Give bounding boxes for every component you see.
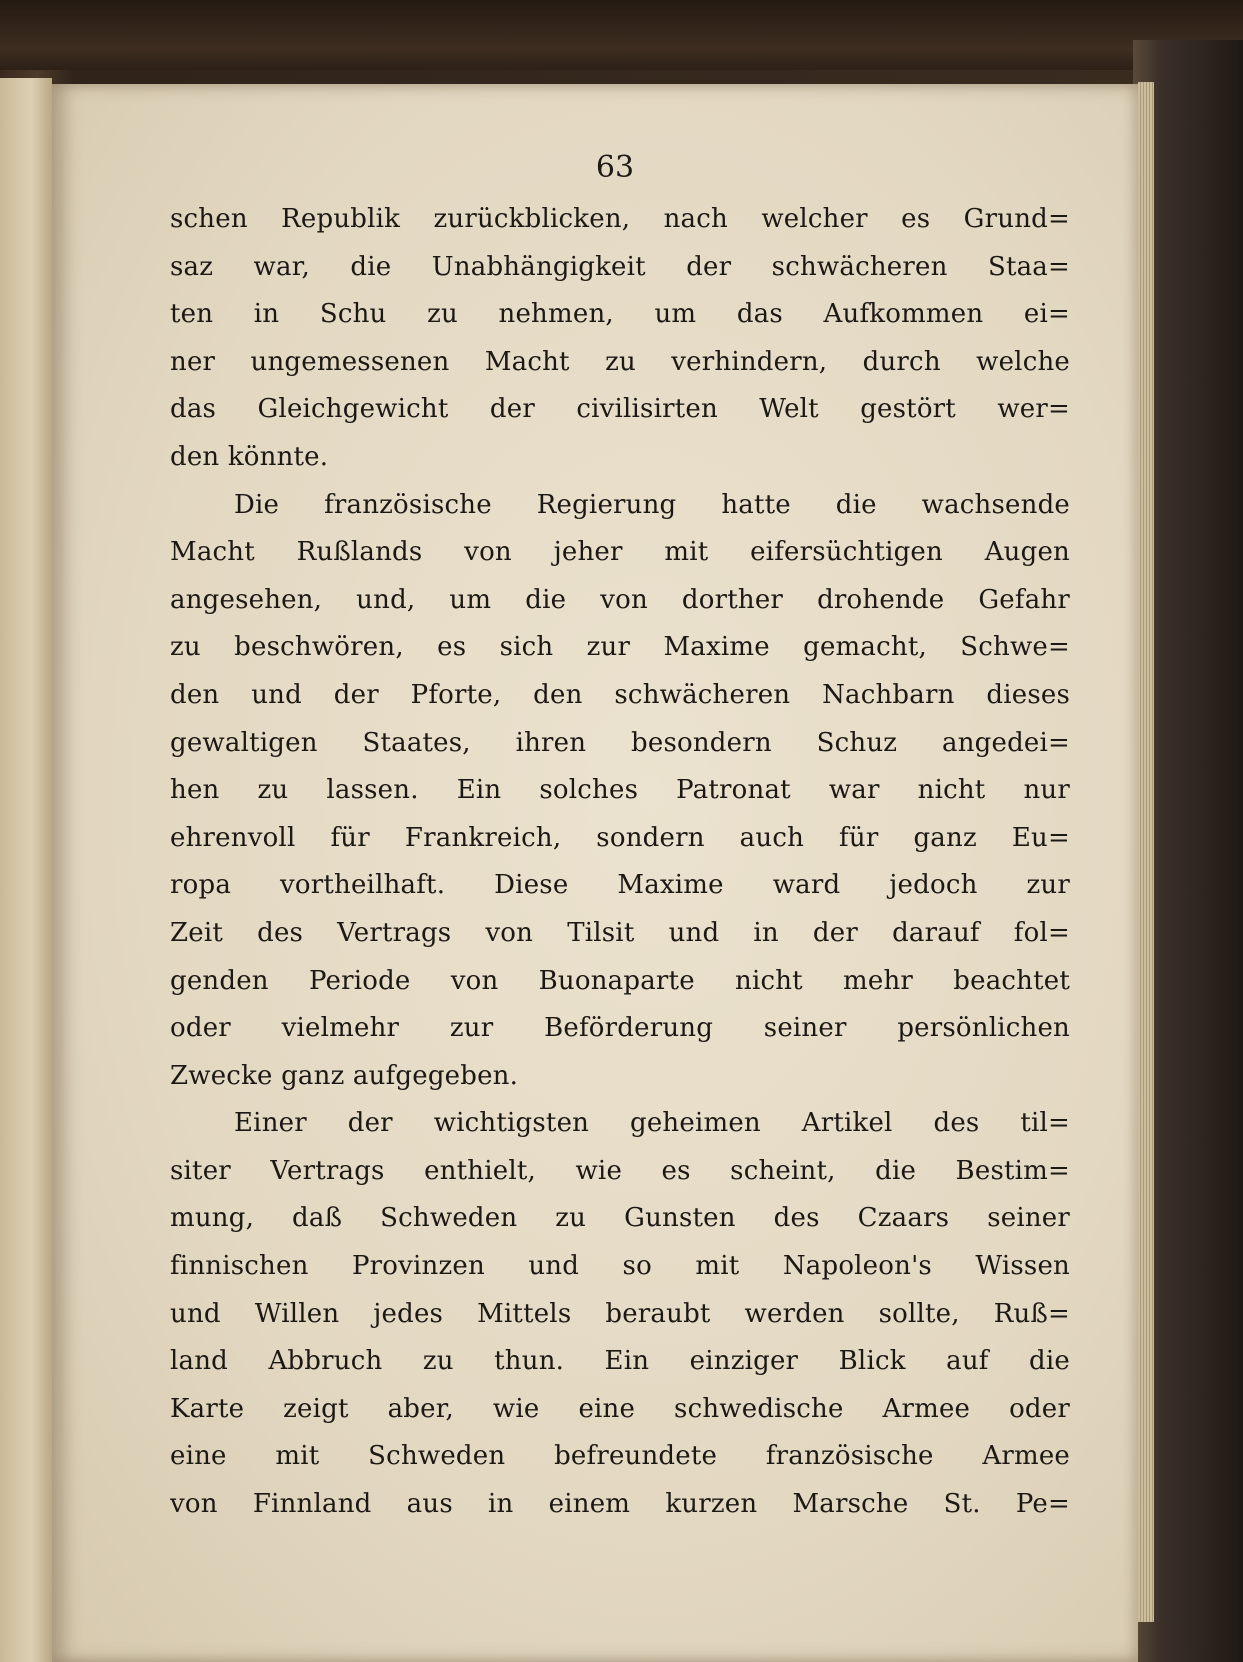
text-line: von Finnland aus in einem kurzen Marsche St. Pe= (170, 1489, 1070, 1520)
text-line: Die französische Regierung hatte die wachsende (234, 489, 1070, 520)
text-line: hen zu lassen. Ein solches Patronat war nicht nur (170, 775, 1070, 806)
text-line: saz war, die Unabhängigkeit der schwächeren Staa= (170, 251, 1070, 282)
text-line: oder vielmehr zur Beförderung seiner persönlichen (170, 1013, 1070, 1044)
text-line: Zeit des Vertrags von Tilsit und in der darauf fol= (170, 917, 1070, 948)
text-line: ropa vortheilhaft. Diese Maxime ward jedoch zur (170, 870, 1070, 901)
text-line: zu beschwören, es sich zur Maxime gemacht, Schwe= (170, 632, 1070, 663)
text-line: den und der Pforte, den schwächeren Nachbarn dieses (170, 679, 1070, 710)
previous-page-edge (0, 78, 52, 1662)
text-line: Macht Rußlands von jeher mit eifersüchtigen Augen (170, 537, 1070, 568)
text-line: Zwecke ganz aufgegeben. (170, 1060, 519, 1091)
text-line: finnischen Provinzen und so mit Napoleon's Wissen (170, 1251, 1070, 1282)
text-line: ner ungemessenen Macht zu verhindern, durch welche (170, 346, 1070, 377)
text-line: ten in Schu zu nehmen, um das Aufkommen ei= (170, 299, 1070, 330)
text-line: das Gleichgewicht der civilisirten Welt gestört wer= (170, 394, 1070, 425)
book-cover-top (0, 0, 1243, 70)
book-page (52, 84, 1138, 1662)
text-line: Karte zeigt aber, wie eine schwedische Armee oder (170, 1393, 1070, 1424)
text-line: mung, daß Schweden zu Gunsten des Czaars seiner (170, 1203, 1070, 1234)
text-line: den könnte. (170, 441, 329, 472)
text-line: genden Periode von Buonaparte nicht mehr beachtet (170, 965, 1070, 996)
text-line: angesehen, und, um die von dorther drohende Gefahr (170, 584, 1070, 615)
text-line: siter Vertrags enthielt, wie es scheint, die Bestim= (170, 1155, 1070, 1186)
text-line: gewaltigen Staates, ihren besondern Schuz angedei= (170, 727, 1070, 758)
text-line: ehrenvoll für Frankreich, sondern auch für ganz Eu= (170, 822, 1070, 853)
page-stack-edges (1138, 82, 1154, 1622)
page-text (170, 196, 1070, 1529)
text-line: schen Republik zurückblicken, nach welcher es Grund= (170, 204, 1070, 234)
text-line: Einer der wichtigsten geheimen Artikel des til= (234, 1108, 1070, 1139)
text-line: eine mit Schweden befreundete französische Armee (170, 1441, 1070, 1472)
text-line: und Willen jedes Mittels beraubt werden sollte, Ruß= (170, 1298, 1070, 1329)
text-line: land Abbruch zu thun. Ein einziger Blick auf die (170, 1346, 1070, 1377)
page-number: 63 (595, 150, 635, 185)
